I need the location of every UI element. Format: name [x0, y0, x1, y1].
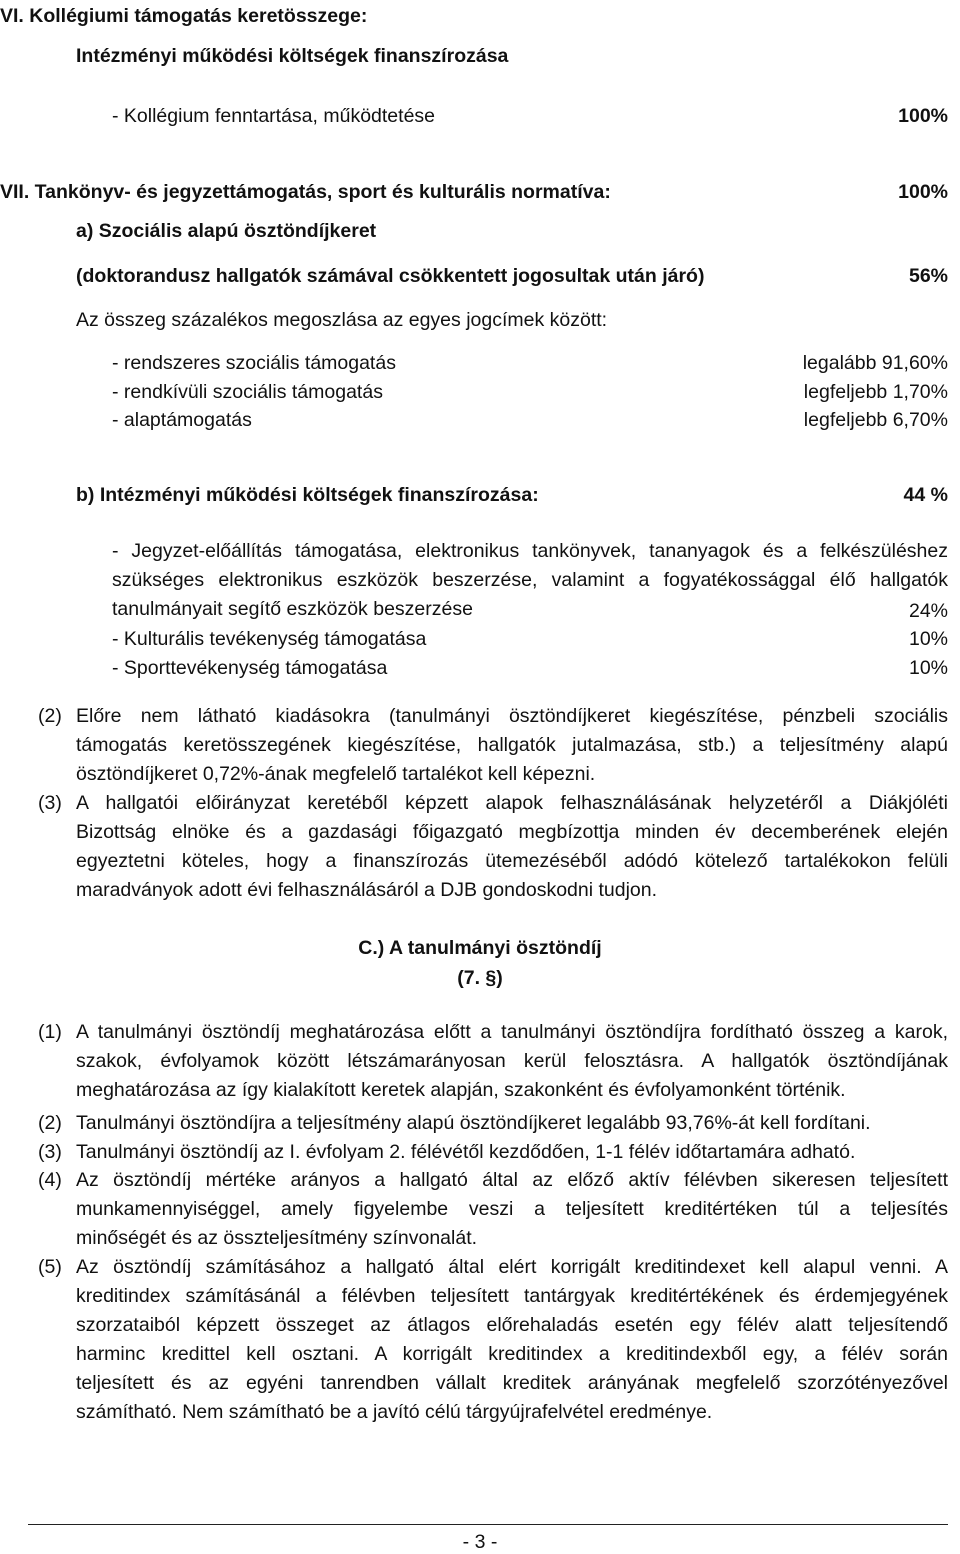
- paragraph-c2: [76, 1109, 948, 1138]
- paragraph-3-djb: [76, 789, 948, 905]
- section-b-item-label: - Sporttevékenység támogatása: [112, 657, 388, 679]
- paragraph-c3: [76, 1138, 948, 1167]
- section-b-item-value: 10%: [908, 657, 948, 679]
- text-line: maradványok adott évi felhasználásáról a DJB gondoskodni tudjon.: [76, 879, 658, 901]
- footer-divider: [28, 1524, 948, 1525]
- text-line: ösztöndíjkeret 0,72%-ának megfelelő tartalékot kell képezni.: [76, 763, 596, 785]
- split-item-value: legfeljebb 6,70%: [803, 409, 948, 431]
- text-line: kreditindex számításánál a félévben teljesített tantárgyak kreditértékének és érdemjegyének: [76, 1285, 948, 1307]
- text-line: A hallgatói előirányzat keretéből képzett alapok felhasználásának helyzetéről a Diákjóléti: [76, 792, 948, 814]
- text-line: Az ösztöndíj számításához a hallgató által elért korrigált kreditindexet kell alapul venni. A: [76, 1256, 948, 1278]
- section-b-item-value: 10%: [908, 628, 948, 650]
- text-line: Bizottság elnöke és a gazdasági főigazgató megbízottja minden év decemberének elején: [76, 821, 948, 843]
- text-line: - Jegyzet-előállítás támogatása, elektronikus tankönyvek, tananyagok és a felkészüléshez: [112, 540, 948, 562]
- section-b-title: b) Intézményi működési költségek finanszírozása:: [76, 484, 539, 506]
- paragraph-c4: [76, 1166, 948, 1253]
- split-item-label: - alaptámogatás: [112, 409, 252, 431]
- paragraph-number: (5): [38, 1256, 62, 1278]
- section-vii-heading: VII. Tankönyv- és jegyzettámogatás, sport és kulturális normatíva:: [0, 181, 611, 203]
- text-line: Tanulmányi ösztöndíjra a teljesítmény alapú ösztöndíjkeret legalább 93,76%-át kell fordítani.: [76, 1112, 871, 1134]
- text-line: számítható. Nem számítható be a javító célú tárgyújrafelvétel eredménye.: [76, 1401, 713, 1423]
- text-line: Az ösztöndíj mértéke arányos a hallgató által az előző aktív félévben sikeresen teljesített: [76, 1169, 948, 1191]
- text-line: Tanulmányi ösztöndíj az I. évfolyam 2. félévétől kezdődően, 1-1 félév időtartamára adható.: [76, 1141, 856, 1163]
- section-b-item-label: - Kulturális tevékenység támogatása: [112, 628, 427, 650]
- text-line: Előre nem látható kiadásokra (tanulmányi ösztöndíjkeret kiegészítése, pénzbeli szociális: [76, 705, 948, 727]
- paragraph-number: (1): [38, 1021, 62, 1043]
- text-line: A tanulmányi ösztöndíj meghatározása előtt a tanulmányi ösztöndíjra fordítható összeg a karok,: [76, 1021, 948, 1043]
- section-vi-item-value: 100%: [898, 105, 948, 127]
- paragraph-number: (2): [38, 705, 62, 727]
- page-number: - 3 -: [462, 1531, 498, 1553]
- text-line: harminc kredittel kell osztani. A korrigált kreditindex a kreditindexből egy, a félév során: [76, 1343, 948, 1365]
- section-a-value: 56%: [908, 265, 948, 287]
- section-b-item-jegyzet: [112, 537, 948, 624]
- section-c-ref: (7. §): [457, 967, 503, 989]
- text-line: meghatározása az így kialakított keretek alapján, szakonként és évfolyamonként történik.: [76, 1079, 846, 1101]
- section-vi-item-label: - Kollégium fenntartása, működtetése: [112, 105, 436, 127]
- section-b-item-value: 24%: [908, 600, 948, 622]
- section-b-value: 44 %: [903, 484, 948, 506]
- text-line: támogatás keretösszegének kiegészítése, hallgatók jutalmazása, stb.) a teljesítmény alapú: [76, 734, 948, 756]
- text-line: egyeztetni köteles, hogy a finanszírozás ütemezéséből adódó kötelező tartalékokon felüli: [76, 850, 948, 872]
- text-line: minőségét és az összteljesítmény színvonalát.: [76, 1227, 478, 1249]
- text-line: szükséges elektronikus eszközök beszerzése, valamint a fogyatékossággal élő hallgatók: [112, 569, 948, 591]
- split-item-label: - rendszeres szociális támogatás: [112, 352, 396, 374]
- section-vi-heading: VI. Kollégiumi támogatás keretösszege:: [0, 5, 368, 27]
- text-line: szakok, évfolyamok között létszámarányosan kerül felosztásra. A hallgatók ösztöndíjának: [76, 1050, 948, 1072]
- text-line: tanulmányait segítő eszközök beszerzése: [112, 598, 473, 620]
- paragraph-2-reserve: [76, 702, 948, 789]
- section-vii-heading-value: 100%: [898, 181, 948, 203]
- paragraph-c1: [76, 1018, 948, 1105]
- split-item-value: legfeljebb 1,70%: [803, 381, 948, 403]
- paragraph-c5: [76, 1253, 948, 1427]
- section-c-title: C.) A tanulmányi ösztöndíj: [358, 937, 602, 959]
- split-item-value: legalább 91,60%: [802, 352, 948, 374]
- split-intro: Az összeg százalékos megoszlása az egyes jogcímek között:: [76, 309, 608, 331]
- text-line: teljesített és az egyéni tanrendben vállalt kreditek arányának megfelelő szorzótényezővel: [76, 1372, 948, 1394]
- paragraph-number: (3): [38, 1141, 62, 1163]
- text-line: szorzataiból képzett összeget az átlagos előrehaladás esetén egy félév alatt teljesítendő: [76, 1314, 948, 1336]
- split-item-label: - rendkívüli szociális támogatás: [112, 381, 383, 403]
- paragraph-number: (4): [38, 1169, 62, 1191]
- text-line: munkamennyiséggel, amely figyelembe veszi a teljesített kreditértéken túl a teljesítés: [76, 1198, 948, 1220]
- section-vi-subheading: Intézményi működési költségek finanszírozása: [76, 45, 509, 67]
- section-a-title: a) Szociális alapú ösztöndíjkeret: [76, 220, 377, 242]
- section-a-note: (doktorandusz hallgatók számával csökkentett jogosultak után járó): [76, 265, 705, 287]
- paragraph-number: (2): [38, 1112, 62, 1134]
- paragraph-number: (3): [38, 792, 62, 814]
